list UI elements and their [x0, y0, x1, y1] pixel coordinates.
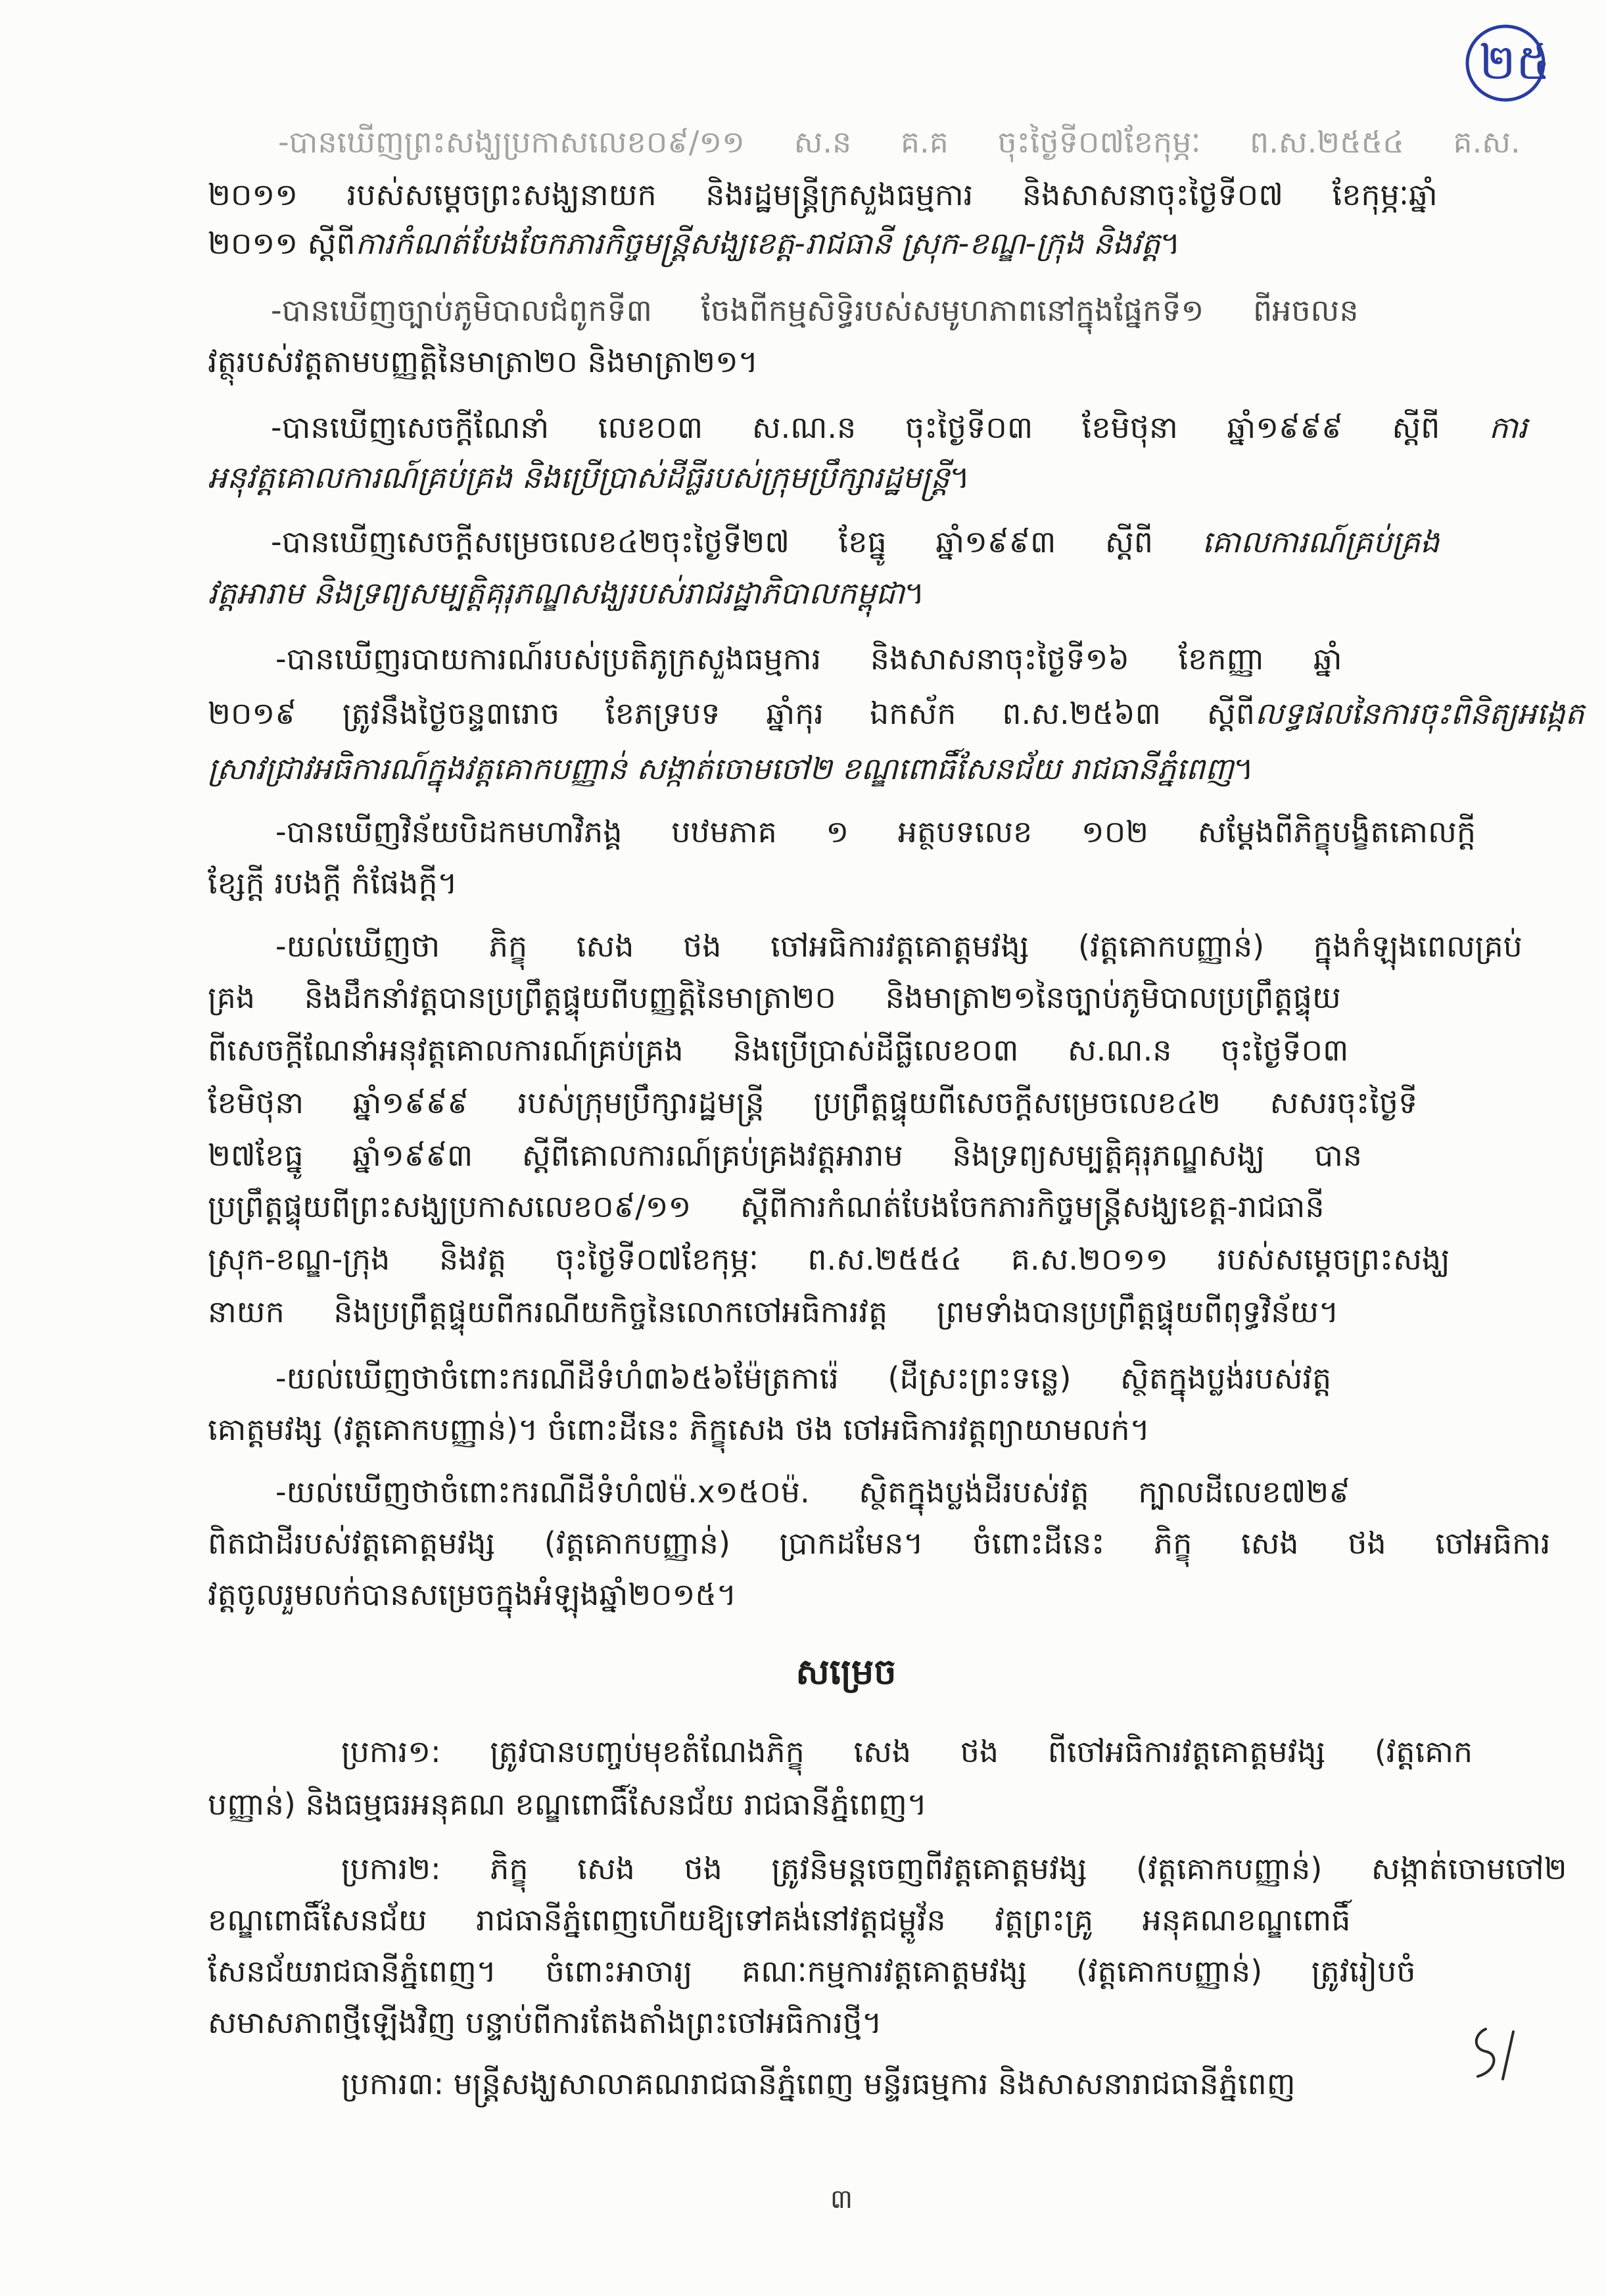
- italic-title-text: វត្តអារាម និងទ្រព្យសម្បត្តិគុរុភណ្ឌសង្ឃរបស់រាជរដ្ឋាភិបាលកម្ពុជា: [208, 575, 905, 611]
- line-text: ស្រុក-ខណ្ឌ-ក្រុង និងវត្ត ចុះថ្ងៃទី០៧ខែកុម្ភៈ ព.ស.២៥៥៤ គ.ស.២០១១ របស់សម្តេចព្រះសង្ឃ: [208, 1241, 1450, 1277]
- line-content: [208, 1181, 1325, 1232]
- line-content: [208, 336, 758, 387]
- line-text: -បានឃើញសេចក្តីណែនាំ លេខ០៣ ស.ណ.ន ចុះថ្ងៃទី០៣ ខែមិថុនា ឆ្នាំ១៩៩៩ ស្តីពី: [271, 410, 1489, 445]
- article-line: [341, 1726, 1584, 1777]
- article-line: [208, 1894, 1584, 1946]
- consideration-line: [208, 743, 1584, 794]
- line-text: ។: [1233, 751, 1254, 786]
- line-content: [278, 116, 1521, 168]
- line-text: វត្តចូលរួមលក់បានសម្រេចក្នុងអំឡុងឆ្នាំ២០១៥។: [208, 1577, 737, 1612]
- consideration-line: [278, 116, 1584, 168]
- italic-title-text: ការ: [1488, 410, 1528, 445]
- line-text: -បានឃើញច្បាប់ភូមិបាលជំពូកទី៣ ចែងពីកម្មសិទ្ធិរបស់សមូហភាពនៅក្នុងផ្នែកទី១ ពីអចលន: [271, 293, 1359, 328]
- consideration-line: [208, 567, 1584, 619]
- italic-title-text: អនុវត្តគោលការណ៍គ្រប់គ្រង និងប្រើប្រាស់ដីធ្លីរបស់ក្រុមប្រឹក្សារដ្ឋមន្ត្រី: [208, 460, 950, 495]
- consideration-line: [275, 921, 1584, 972]
- line-text: បញ្ញាន់) និងធម្មធរអនុគណ ខណ្ឌពោធិ៍សែនជ័យ រាជធានីភ្នំពេញ។: [208, 1786, 928, 1822]
- line-text: សែនជ័យរាជធានីភ្នំពេញ។ ចំពោះអាចារ្យ គណៈកម្មការវត្តគោត្តមវង្ស (វត្តគោកបញ្ញាន់) ត្រូវរៀបចំ: [208, 1953, 1416, 1989]
- line-content: [208, 1894, 1350, 1946]
- line-content: [208, 1779, 927, 1830]
- line-text: -បានឃើញវិន័យបិដកមហាវិភង្គ បឋមភាគ ១ អត្ថបទលេខ ១០២ សម្តែងពីភិក្ខុបង្ខិតគោលក្តី: [275, 814, 1476, 849]
- italic-title-text: ការកំណត់បែងចែកភារកិច្ចមន្ត្រីសង្ឃខេត្ត-រាជធានី ស្រុក-ខណ្ឌ-ក្រុង និងវត្ត: [355, 226, 1160, 261]
- line-text: សមាសភាពថ្មីឡើងវិញ បន្ទាប់ពីការតែងតាំងព្រះចៅអធិការថ្មី។: [208, 2005, 882, 2040]
- line-content: [208, 218, 1180, 269]
- consideration-line: [208, 857, 1584, 909]
- folio-number: ២៥: [1479, 34, 1551, 91]
- line-text: គ្រង និងដឹកនាំវត្តបានប្រព្រឹត្តផ្ទុយពីបញ្ញត្តិនៃមាត្រា២០ និងមាត្រា២១នៃច្បាប់ភូមិបាលប្រព្រឹត្តផ្ទុយ: [208, 980, 1341, 1015]
- line-text: ២០១១ របស់សម្តេចព្រះសង្ឃនាយក និងរដ្ឋមន្ត្រីក្រសួងធម្មការ និងសាសនាចុះថ្ងៃទី០៧ ខែកុម្ភៈឆ្នាំ: [208, 177, 1438, 212]
- consideration-line: [271, 516, 1584, 567]
- line-content: [208, 1404, 1150, 1455]
- consideration-line: [208, 1286, 1584, 1337]
- line-content: [208, 1518, 1550, 1569]
- consideration-line: [208, 1233, 1584, 1285]
- consideration-line: [208, 1569, 1584, 1620]
- italic-title-text: លទ្ធផលនៃការចុះពិនិត្យអង្កេត: [1254, 696, 1584, 731]
- line-text: -យល់ឃើញថាចំពោះករណីដីទំហំ៣៦៥៦ម៉ែត្រការ៉េ (ដីស្រះព្រះទន្លេ) ស្ថិតក្នុងប្លង់របស់វត្ត: [275, 1360, 1332, 1396]
- consideration-line: [271, 402, 1584, 453]
- line-text: ២៧ខែធ្នូ ឆ្នាំ១៩៩៣ ស្តីពីគោលការណ៍គ្រប់គ្រងវត្តអារាម និងទ្រព្យសម្បត្តិគុរុភណ្ឌសង្ឃ បាន: [208, 1137, 1362, 1173]
- article-line: [341, 1843, 1584, 1894]
- line-content: [275, 1466, 1350, 1518]
- line-content: [275, 633, 1342, 684]
- line-content: [208, 1077, 1417, 1128]
- line-content: [341, 1843, 1567, 1894]
- consideration-line: [275, 633, 1584, 684]
- line-content: [208, 1130, 1362, 1181]
- handwritten-initial-mark: [1466, 2020, 1528, 2086]
- line-text: -យល់ឃើញថា ភិក្ខុ សេង ថង ចៅអធិការវត្តគោត្តមវង្ស (វត្តគោកបញ្ញាន់) ក្នុងកំឡុងពេលគ្រប់: [275, 928, 1523, 964]
- line-content: [208, 1286, 1338, 1337]
- line-text: ខែមិថុនា ឆ្នាំ១៩៩៩ របស់ក្រុមប្រឹក្សារដ្ឋមន្ត្រី ប្រព្រឹត្តផ្ទុយពីសេចក្តីសម្រេចលេខ៤២ សសរចុះថ្ងៃទី: [208, 1085, 1418, 1120]
- italic-title-text: ស្រាវជ្រាវអធិការណ៍ក្នុងវត្តគោកបញ្ញាន់ សង្កាត់ចោមចៅ២ ខណ្ឌពោធិ៍សែនជ័យ រាជធានីភ្នំពេញ: [208, 751, 1234, 786]
- line-text: ប្រការ១: ត្រូវបានបញ្ចប់មុខតំណែងភិក្ខុ សេង ថង ពីចៅអធិការវត្តគោត្តមវង្ស (វត្តគោក: [341, 1734, 1473, 1769]
- decision-heading: សម្រេច: [795, 1651, 897, 1692]
- consideration-line: [208, 218, 1584, 269]
- line-text: នាយក និងប្រព្រឹត្តផ្ទុយពីករណីយកិច្ចនៃលោកចៅអធិការវត្ត ព្រមទាំងបានប្រព្រឹត្តផ្ទុយពីពុទ្ធវិន័យ។: [208, 1294, 1339, 1329]
- line-text: ខ្សែក្តី របងក្តី កំផែងក្តី។: [208, 865, 458, 901]
- line-content: [208, 169, 1438, 220]
- line-content: [208, 1569, 736, 1620]
- consideration-line: [208, 972, 1584, 1023]
- line-text: ប្រព្រឹត្តផ្ទុយពីព្រះសង្ឃប្រកាសលេខ០៩/១១ ស្តីពីការកំណត់បែងចែកភារកិច្ចមន្ត្រីសង្ឃខេត្ត-រាជធានី: [208, 1189, 1325, 1224]
- line-text: ប្រការ២: ភិក្ខុ សេង ថង ត្រូវនិមន្តចេញពីវត្តគោត្តមវង្ស (វត្តគោកបញ្ញាន់) សង្កាត់ចោមចៅ២: [341, 1851, 1567, 1886]
- article-line: [208, 1779, 1584, 1830]
- consideration-line: [208, 1404, 1584, 1455]
- line-text: គោត្តមវង្ស (វត្តគោកបញ្ញាន់)។ ចំពោះដីនេះ ភិក្ខុសេង ថង ចៅអធិការវត្តព្យាយាមលក់។: [208, 1412, 1150, 1447]
- line-content: [275, 806, 1476, 857]
- article-line: [208, 1997, 1584, 2048]
- consideration-line: [208, 336, 1584, 387]
- line-content: [271, 516, 1440, 567]
- article-line: [208, 1946, 1584, 1997]
- article-line: [341, 2058, 1524, 2109]
- line-content: [271, 402, 1527, 453]
- line-text: ខណ្ឌពោធិ៍សែនជ័យ រាជធានីភ្នំពេញហើយឱ្យទៅគង់នៅវត្តជម្ពូវ័ន វត្តព្រះគ្រូ អនុគណខណ្ឌពោធិ៍: [208, 1902, 1351, 1938]
- line-content: [275, 1352, 1331, 1404]
- line-text: ប្រការ៣: មន្ត្រីសង្ឃសាលាគណរាជធានីភ្នំពេញ មន្ទីរធម្មការ និងសាសនារាជធានីភ្នំពេញ: [341, 2066, 1296, 2101]
- consideration-line: [208, 452, 1584, 503]
- line-content: [208, 452, 970, 503]
- line-text: ២០១៩ ត្រូវនឹងថ្ងៃចន្ទ៣រោច ខែភទ្របទ ឆ្នាំកុរ ឯកស័ក ព.ស.២៥៦៣ ស្តីពី: [208, 696, 1255, 731]
- consideration-line: [208, 1518, 1584, 1569]
- line-content: [271, 285, 1359, 336]
- page-number: ៣: [830, 2184, 853, 2214]
- consideration-line: [275, 1466, 1584, 1518]
- line-content: [208, 1024, 1348, 1076]
- line-content: [208, 1946, 1416, 1997]
- line-content: [275, 921, 1523, 972]
- line-content: [208, 688, 1584, 739]
- line-text: ពីសេចក្តីណែនាំអនុវត្តគោលការណ៍គ្រប់គ្រង និងប្រើប្រាស់ដីធ្លីលេខ០៣ ស.ណ.ន ចុះថ្ងៃទី០៣: [208, 1032, 1349, 1068]
- line-content: [208, 1233, 1450, 1285]
- line-text: -យល់ឃើញថាចំពោះករណីដីទំហំ៧ម៉.x១៥០ម៉. ស្ថិតក្នុងប្លង់ដីរបស់វត្ត ក្បាលដីលេខ៧២៩: [275, 1474, 1350, 1510]
- line-content: [208, 567, 924, 619]
- consideration-line: [275, 1352, 1584, 1404]
- consideration-line: [208, 1024, 1584, 1076]
- consideration-line: [208, 688, 1584, 739]
- italic-title-text: គោលការណ៍គ្រប់គ្រង: [1202, 524, 1440, 560]
- line-text: ។: [904, 575, 925, 611]
- consideration-line: [208, 169, 1584, 220]
- line-text: ២០១១ ស្តីពី: [208, 226, 356, 261]
- line-content: [341, 1726, 1473, 1777]
- consideration-line: [208, 1181, 1584, 1232]
- line-text: វត្ថុរបស់វត្តតាមបញ្ញត្តិនៃមាត្រា២០ និងមាត្រា២១។: [208, 344, 759, 379]
- line-text: ។: [1160, 226, 1181, 261]
- consideration-line: [208, 1077, 1584, 1128]
- line-text: -បានឃើញរបាយការណ៍របស់ប្រតិភូក្រសួងធម្មការ និងសាសនាចុះថ្ងៃទី១៦ ខែកញ្ញា ឆ្នាំ: [275, 641, 1342, 677]
- line-content: [341, 2058, 1296, 2109]
- line-text: -បានឃើញព្រះសង្ឃប្រកាសលេខ០៩/១១ ស.ន គ.គ ចុះថ្ងៃទី០៧ខែកុម្ភៈ ព.ស.២៥៥៤ គ.ស.: [278, 124, 1521, 160]
- line-text: ពិតជាដីរបស់វត្តគោត្តមវង្ស (វត្តគោកបញ្ញាន់) ប្រាកដមែន។ ចំពោះដីនេះ ភិក្ខុ សេង ថង ចៅអធិការ: [208, 1525, 1551, 1561]
- line-text: -បានឃើញសេចក្តីសម្រេចលេខ៤២ចុះថ្ងៃទី២៧ ខែធ្នូ ឆ្នាំ១៩៩៣ ស្តីពី: [271, 524, 1202, 560]
- line-content: [208, 972, 1341, 1023]
- line-content: [208, 857, 458, 909]
- line-content: [208, 1997, 882, 2048]
- line-content: [208, 743, 1254, 794]
- consideration-line: [208, 1130, 1584, 1181]
- line-text: ។: [949, 460, 970, 495]
- consideration-line: [271, 285, 1584, 336]
- consideration-line: [275, 806, 1584, 857]
